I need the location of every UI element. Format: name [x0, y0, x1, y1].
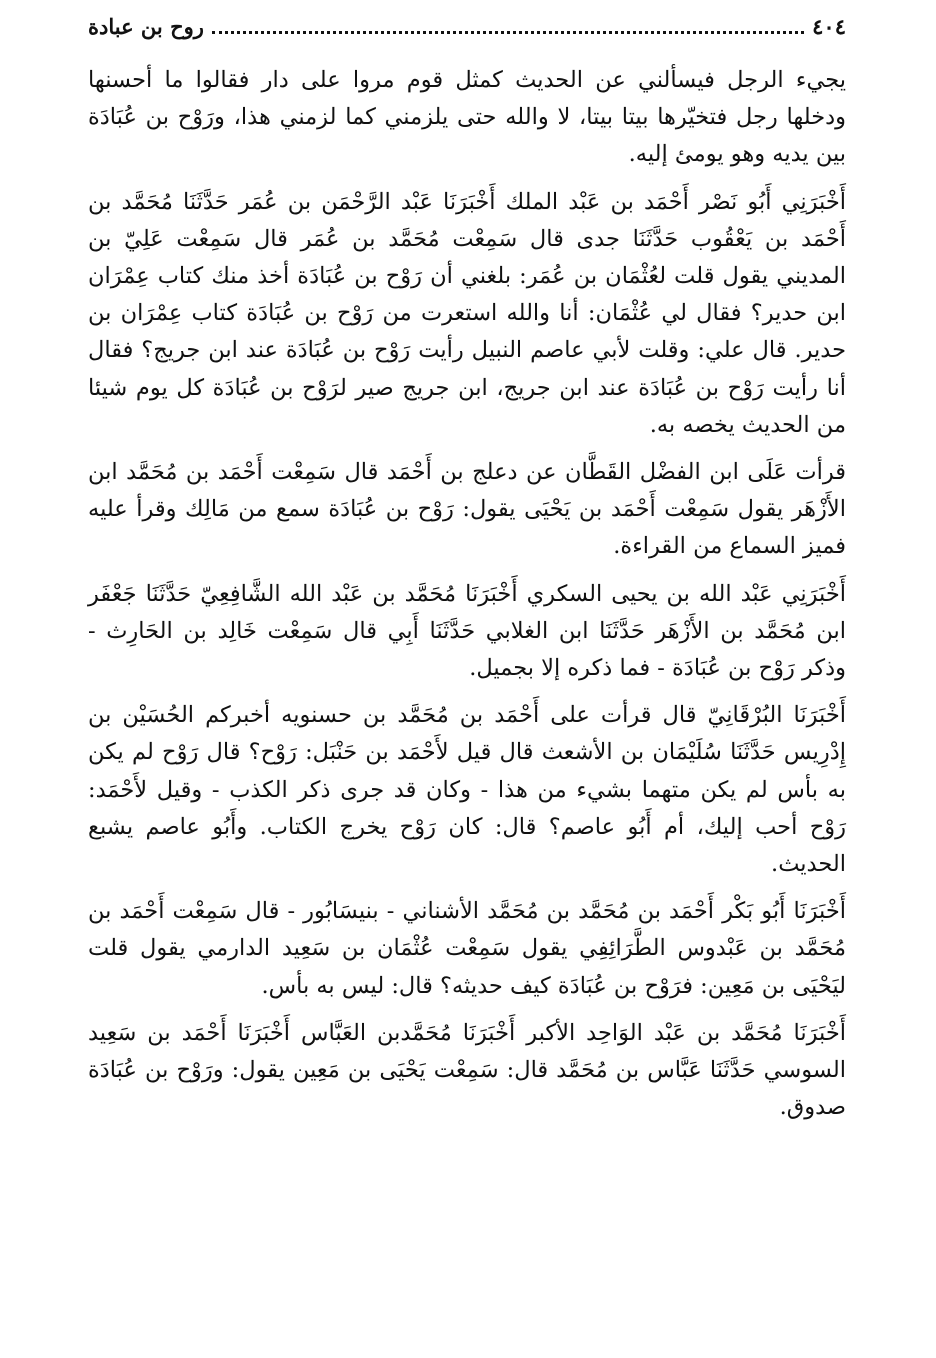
paragraph-7: أَخْبَرَنَا مُحَمَّد بن عَبْد الوَاحِد الأكبر أَخْبَرَنَا مُحَمَّدبن العَبَّاس أَخْبَرَنَا أَحْمَد بن سَعِيد السوسي حَدَّثَنَا عَبَّاس بن مُحَمَّد قال: سَمِعْت يَحْيَى بن مَعِين يقول: ورَوْح بن عُبَادَة صدوق. [88, 1019, 846, 1121]
running-header [88, 14, 846, 54]
book-page [88, 14, 846, 1344]
running-title: روح بن عبادة [88, 14, 204, 39]
dotted-leader [212, 17, 804, 34]
body-text [88, 62, 846, 1126]
paragraph-2: أَخْبَرَنِي أَبُو نَصْر أَحْمَد بن عَبْد الملك أَخْبَرَنَا عَبْد الرَّحْمَن بن عُمَر حَدَّثَنَا مُحَمَّد بن أَحْمَد بن يَعْقُوب حَدَّثَنَا جدى قال سَمِعْت مُحَمَّد بن عُمَر قال سَمِعْت عَلِيّ بن المديني يقول قلت لعُثْمَان بن عُمَر: بلغني أن رَوْح بن عُبَادَة أخذ منك كتاب عِمْرَان ابن حدير؟ فقال لي عُثْمَان: أنا والله استعرت من رَوْح بن عُبَادَة كتاب عِمْرَان بن حدير. قال علي: وقلت لأبي عاصم النبيل رأيت رَوْح بن عُبَادَة عند ابن جريج؟ فقال أنا رأيت رَوْح بن عُبَادَة عند ابن جريج، ابن جريج صير لرَوْح بن عُبَادَة كل يوم شيئا من الحديث يخصه به. [88, 188, 846, 438]
paragraph-6: أَخْبَرَنَا أَبُو بَكْر أَحْمَد بن مُحَمَّد بن مُحَمَّد الأشناني - بنيسَابُور - قال سَمِعْت أَحْمَد بن مُحَمَّد بن عَبْدوس الطَّرَائِفِي يقول سَمِعْت عُثْمَان بن سَعِيد الدارمي يقول قلت ليَحْيَى بن مَعِين: فرَوْح بن عُبَادَة كيف حديثه؟ قال: ليس به بأس. [88, 898, 846, 999]
paragraph-3: قرأت عَلَى ابن الفضْل القَطَّان عن دعلج بن أَحْمَد قال سَمِعْت أَحْمَد بن مُحَمَّد ابن الأَزْهَر يقول سَمِعْت أَحْمَد بن يَحْيَى يقول: رَوْح بن عُبَادَة سمع من مَالِك وقرأ عليه فميز السماع من القراءة. [88, 459, 846, 560]
paragraph-4: أَخْبَرَنِي عَبْد الله بن يحيى السكري أَخْبَرَنَا مُحَمَّد بن عَبْد الله الشَّافِعِيّ حَدَّثَنَا جَعْفَر ابن مُحَمَّد بن الأَزْهَر حَدَّثَنَا ابن الغلابي حَدَّثَنَا أَبِي قال سَمِعْت خَالِد بن الحَارِث - وذكر رَوْح بن عُبَادَة - فما ذكره إلا بجميل. [88, 580, 846, 682]
paragraph-5: أَخْبَرَنَا البُرْقَانِيّ قال قرأت على أَحْمَد بن مُحَمَّد بن حسنويه أخبركم الحُسَيْن بن إِدْرِيس حَدَّثَنَا سُلَيْمَان بن الأشعث قال قيل لأَحْمَد بن حَنْبَل: رَوْح؟ قال رَوْح لم يكن به بأس لم يكن متهما بشيء من هذا - وكان قد جرى ذكر الكذب - وقيل لأَحْمَد: رَوْح أحب إليك، أم أَبُو عاصم؟ قال: كان رَوْح يخرج الكتاب. وأَبُو عاصم يشبع الحديث. [88, 702, 846, 878]
paragraph-1: يجيء الرجل فيسألني عن الحديث كمثل قوم مروا على دار فقالوا ما أحسنها ودخلها رجل فتخيّرها بيتا بيتا، لا والله حتى يلزمني كما لزمني هذا، ورَوْح بن عُبَادَة بين يديه وهو يومئ إليه. [88, 67, 846, 168]
page-number: ٤٠٤ [812, 14, 846, 39]
